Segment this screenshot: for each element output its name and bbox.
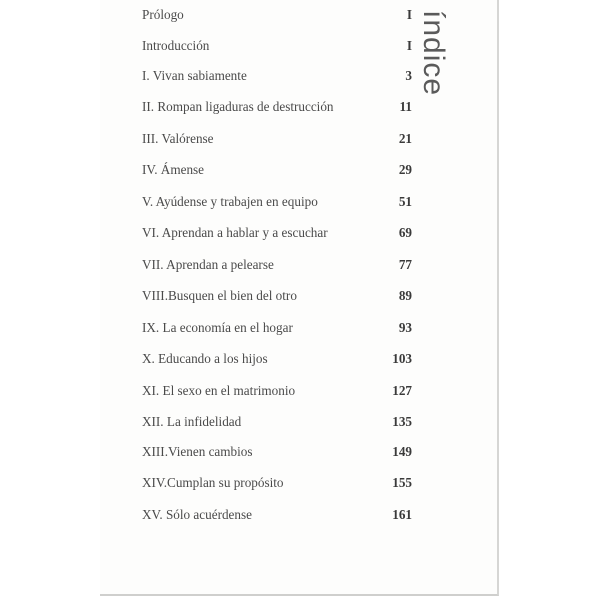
toc-entry-title: XIII.Vienen cambios	[142, 444, 253, 459]
toc-entry-chapter-12	[142, 412, 412, 432]
toc-entry-page: 149	[392, 444, 412, 459]
toc-entry-page: 69	[398, 225, 412, 240]
toc-entry-chapter-10	[142, 349, 412, 369]
toc-entry-title: IV. Ámense	[142, 162, 205, 177]
toc-entry-page: 89	[398, 288, 412, 303]
toc-entry-page: I	[406, 38, 412, 53]
toc-entry-title: VI. Aprendan a hablar y a escuchar	[142, 225, 328, 240]
toc-entry-page: 155	[392, 475, 412, 490]
toc-entry-chapter-7	[142, 255, 412, 275]
toc-entry-title: IX. La economía en el hogar	[142, 320, 293, 335]
toc-entry-title: I. Vivan sabiamente	[142, 68, 247, 83]
toc-entry-chapter-1	[142, 66, 412, 86]
toc-entry-title: Introducción	[142, 38, 210, 53]
toc-entry-chapter-11	[142, 381, 412, 401]
toc-entry-prologo	[142, 5, 412, 25]
toc-entry-chapter-6	[142, 223, 412, 243]
toc-entry-title: V. Ayúdense y trabajen en equipo	[142, 194, 318, 209]
toc-entry-chapter-15	[142, 505, 412, 525]
toc-entry-chapter-4	[142, 160, 412, 180]
toc-entry-title: VII. Aprendan a pelearse	[142, 257, 274, 272]
toc-entry-page: I	[406, 7, 412, 22]
toc-entry-page: 51	[398, 194, 412, 209]
toc-entry-page: 161	[392, 507, 412, 522]
toc-entry-chapter-9	[142, 318, 412, 338]
toc-entry-page: 77	[398, 257, 412, 272]
toc-entry-page: 103	[392, 351, 412, 366]
toc-entry-title: VIII.Busquen el bien del otro	[142, 288, 297, 303]
toc-entry-chapter-3	[142, 129, 412, 149]
toc-entry-chapter-14	[142, 473, 412, 493]
toc-entry-title: II. Rompan ligaduras de destrucción	[142, 99, 334, 114]
toc-entry-title: XII. La infidelidad	[142, 414, 242, 429]
toc-entry-title: Prólogo	[142, 7, 184, 22]
toc-entry-page: 127	[392, 383, 412, 398]
toc-entry-chapter-5	[142, 192, 412, 212]
toc-entry-title: III. Valórense	[142, 131, 214, 146]
toc-entry-page: 3	[405, 68, 412, 83]
toc-entry-title: XIV.Cumplan su propósito	[142, 475, 284, 490]
toc-entry-title: XI. El sexo en el matrimonio	[142, 383, 296, 398]
toc-entry-page: 93	[398, 320, 412, 335]
toc-entry-page: 21	[398, 131, 412, 146]
toc-entry-introduccion	[142, 36, 412, 56]
toc-entry-chapter-2	[142, 97, 412, 117]
toc-entry-page: 29	[398, 162, 412, 177]
toc-entry-title: XV. Sólo acuérdense	[142, 507, 252, 522]
toc-entry-chapter-8	[142, 286, 412, 306]
toc-entry-title: X. Educando a los hijos	[142, 351, 268, 366]
index-title: índice	[417, 10, 450, 97]
toc-entry-page: 135	[392, 414, 412, 429]
toc-entry-page: 11	[399, 99, 412, 114]
toc-entry-chapter-13	[142, 442, 412, 462]
